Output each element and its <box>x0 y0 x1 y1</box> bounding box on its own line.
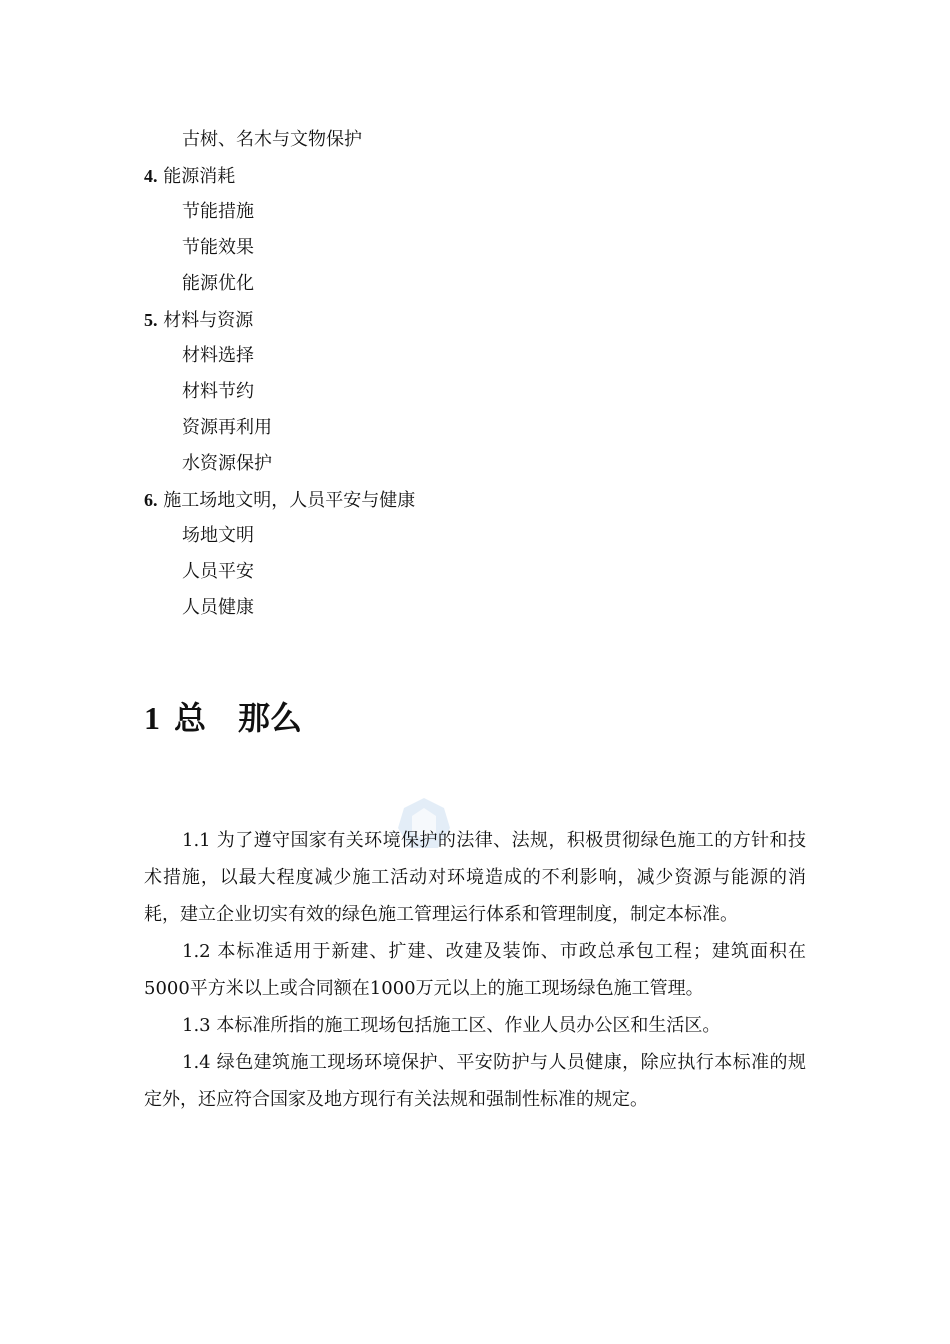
paragraph: 1.1 为了遵守国家有关环境保护的法律、法规，积极贯彻绿色施工的方针和技术措施，以最大程度减少施工活动对环境造成的不利影响，减少资源与能源的消耗，建立企业切实有效的绿色施工管理运行体系和管理制度，制定本标准。 <box>144 830 806 925</box>
toc-item <box>144 230 804 266</box>
toc-item-label: 人员平安 <box>182 561 254 582</box>
toc-item <box>144 590 804 626</box>
toc-section <box>144 158 804 194</box>
toc-item <box>144 194 804 230</box>
chapter-heading <box>144 696 302 740</box>
toc-item <box>144 410 804 446</box>
toc-item <box>144 374 804 410</box>
toc-item-label: 能源优化 <box>182 273 254 294</box>
toc-item-label: 材料选择 <box>182 345 254 366</box>
toc-item-label: 古树、名木与文物保护 <box>182 129 362 150</box>
toc-item <box>144 122 804 158</box>
toc-section-number: 5. <box>144 310 158 330</box>
toc-section <box>144 302 804 338</box>
toc-item <box>144 554 804 590</box>
paragraph: 1.2 本标准适用于新建、扩建、改建及装饰、市政总承包工程；建筑面积在5000平方米以上或合同额在1000万元以上的施工现场绿色施工管理。 <box>144 941 806 999</box>
toc-item-label: 人员健康 <box>182 597 254 618</box>
toc-item-label: 节能效果 <box>182 237 254 258</box>
chapter-number: 1 <box>144 700 160 736</box>
body-text <box>144 822 806 1118</box>
toc-section-number: 4. <box>144 166 158 186</box>
chapter-title-text: 总 那么 <box>174 699 303 737</box>
toc-section <box>144 482 804 518</box>
toc-item-label: 场地文明 <box>182 525 254 546</box>
toc-item <box>144 446 804 482</box>
paragraph: 1.3 本标准所指的施工现场包括施工区、作业人员办公区和生活区。 <box>182 1015 721 1036</box>
toc-item <box>144 518 804 554</box>
toc-item-label: 资源再利用 <box>182 417 272 438</box>
toc-item-label: 节能措施 <box>182 201 254 222</box>
table-of-contents <box>144 122 804 626</box>
toc-item-label: 水资源保护 <box>182 453 272 474</box>
toc-item <box>144 266 804 302</box>
toc-item <box>144 338 804 374</box>
toc-section-number: 6. <box>144 490 158 510</box>
paragraph: 1.4 绿色建筑施工现场环境保护、平安防护与人员健康，除应执行本标准的规定外，还应符合国家及地方现行有关法规和强制性标准的规定。 <box>144 1052 806 1110</box>
toc-section-label: 材料与资源 <box>163 310 254 331</box>
toc-section-label: 能源消耗 <box>163 166 236 187</box>
toc-item-label: 材料节约 <box>182 381 254 402</box>
toc-section-label: 施工场地文明，人员平安与健康 <box>163 490 416 511</box>
